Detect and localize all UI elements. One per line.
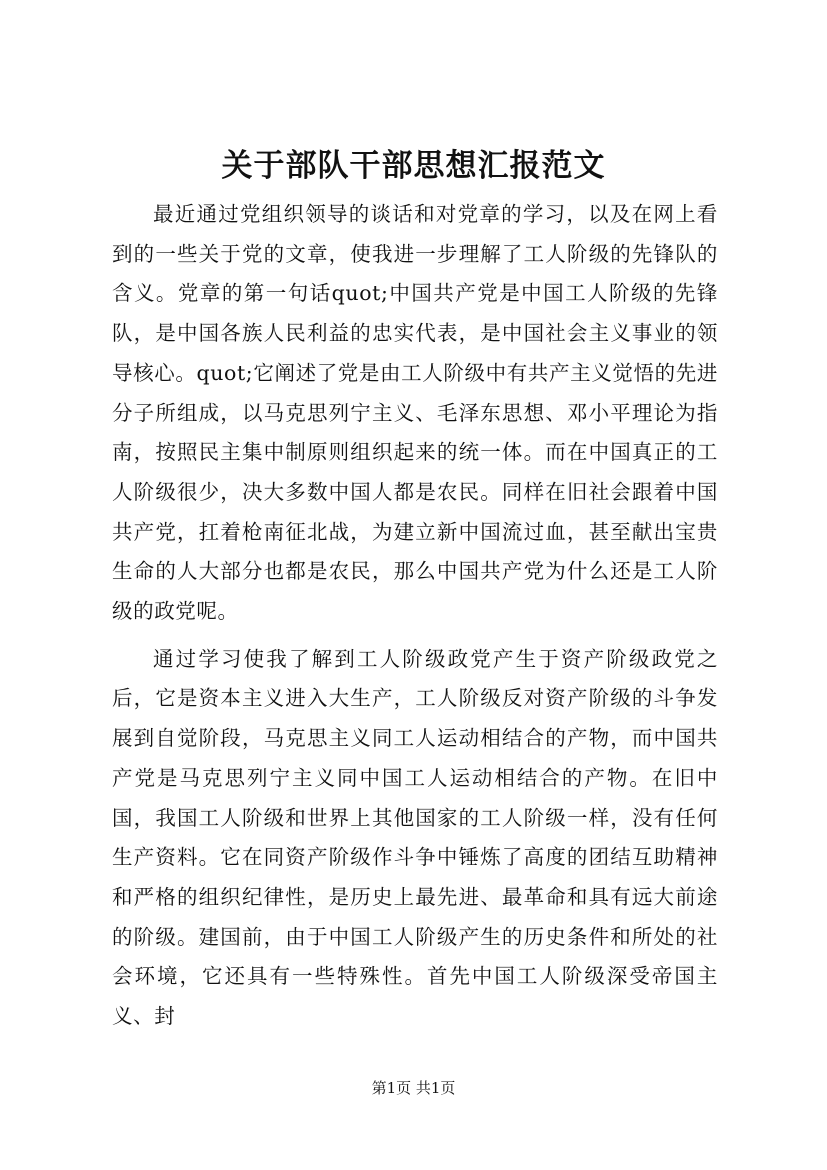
document-title: 关于部队干部思想汇报范文 (221, 148, 606, 184)
paragraph-2: 通过学习使我了解到工人阶级政党产生于资产阶级政党之后，它是资本主义进入大生产，工人阶级反对资产阶级的斗争发展到自觉阶段，马克思主义同工人运动相结合的产物，而中国共产党是马克思列宁主义同中国工人运动相结合的产物。在旧中国，我国工人阶级和世界上其他国家的工人阶级一样，没有任何生产资料。它在同资产阶级作斗争中锤炼了高度的团结互助精神和严格的组织纪律性，是历史上最先进、最革命和具有远大前途的阶级。建国前，由于中国工人阶级产生的历史条件和所处的社会环境，它还具有一些特殊性。首先中国工人阶级深受帝国主义、封 (112, 646, 718, 1029)
page-number-footer: 第1页 共1页 (371, 1079, 456, 1097)
document-body (112, 195, 718, 1045)
paragraph-1: 最近通过党组织领导的谈话和对党章的学习，以及在网上看到的一些关于党的文章，使我进一步理解了工人阶级的先锋队的含义。党章的第一句话quot;中国共产党是中国工人阶级的先锋队，是中国各族人民利益的忠实代表，是中国社会主义事业的领导核心。quot;它阐述了党是由工人阶级中有共产主义觉悟的先进分子所组成，以马克思列宁主义、毛泽东思想、邓小平理论为指南，按照民主集中制原则组织起来的统一体。而在中国真正的工人阶级很少，决大多数中国人都是农民。同样在旧社会跟着中国共产党，扛着枪南征北战，为建立新中国流过血，甚至献出宝贵生命的人大部分也都是农民，那么中国共产党为什么还是工人阶级的政党呢。 (112, 202, 718, 624)
